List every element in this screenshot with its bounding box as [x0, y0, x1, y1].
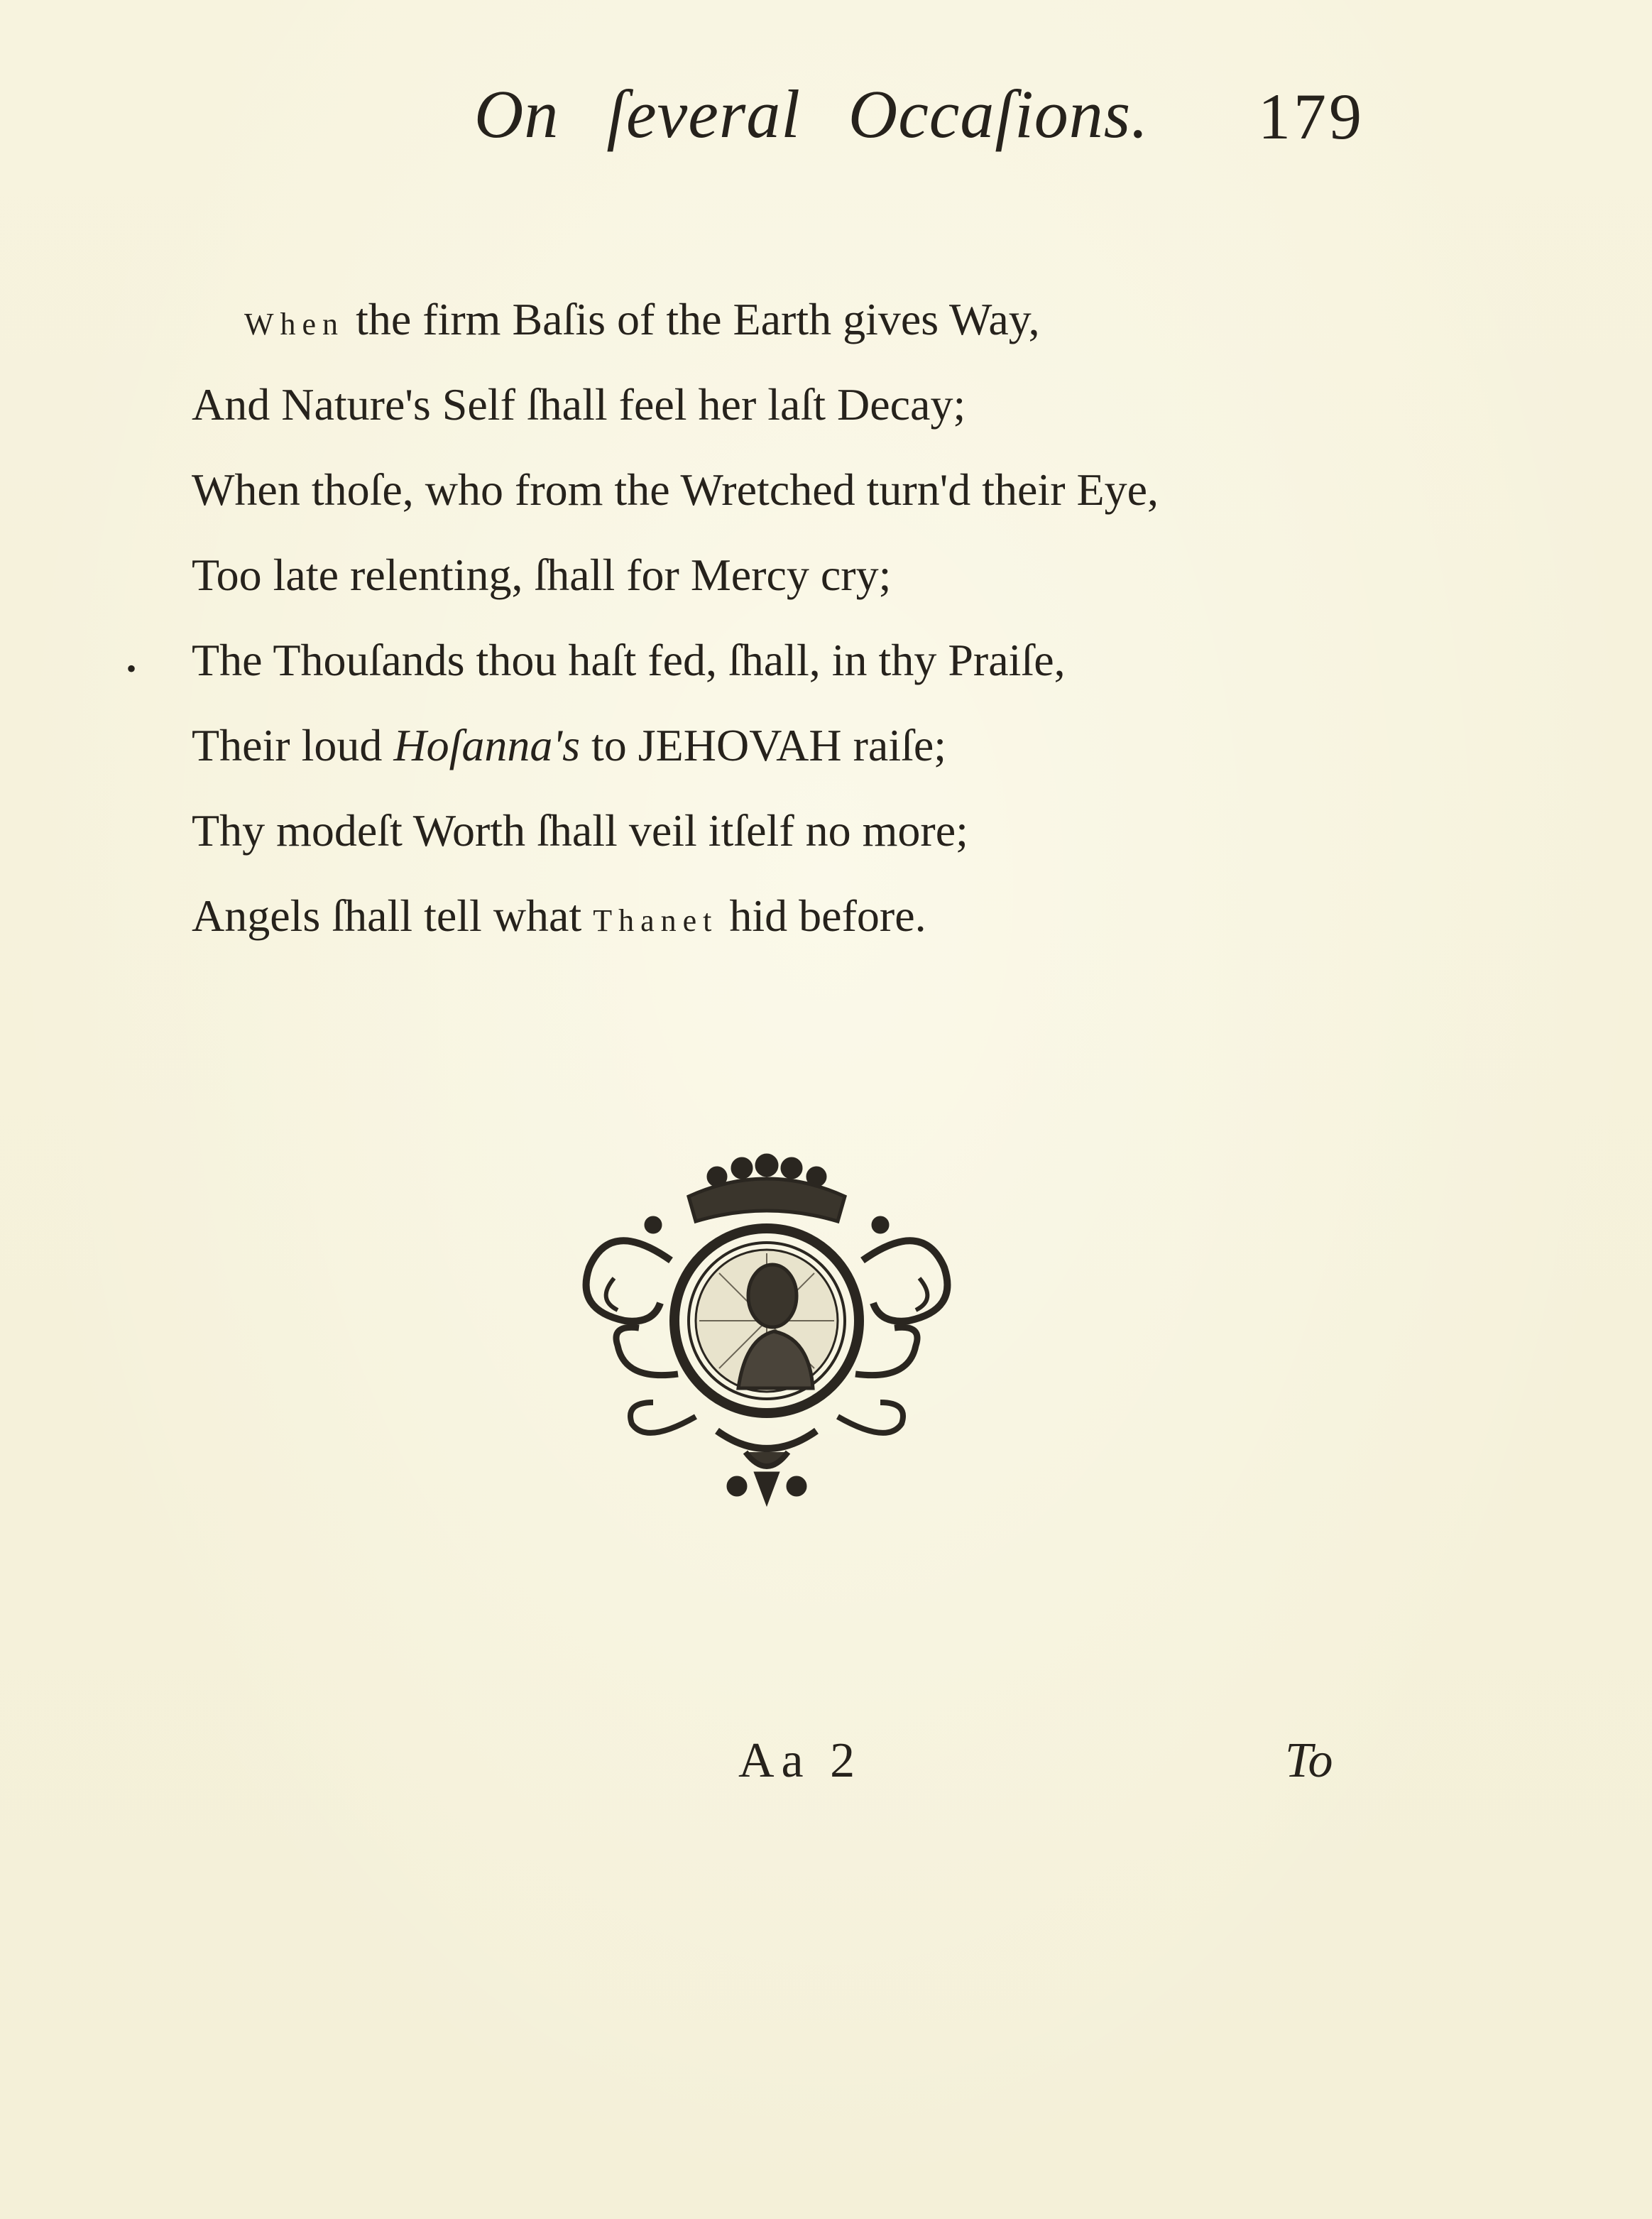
poem-line-8-pre: Angels ſhall tell what	[192, 890, 593, 941]
poem-line-4: Too late relenting, ſhall for Mercy cry;	[192, 550, 892, 600]
poem-line-8-post: hid before.	[718, 890, 926, 941]
poem-line-8	[192, 873, 1399, 959]
poem-line-7: Thy modeſt Worth ſhall veil itſelf no more;	[192, 805, 968, 856]
poem-line-6	[192, 703, 1399, 788]
running-title: On ſeveral Occaſions.	[474, 76, 1149, 152]
poem-line-1-lead: When	[244, 307, 345, 342]
poem-line-2: And Nature's Self ſhall feel her laſt Decay;	[192, 379, 966, 430]
poem-line-8-caps: Thanet	[593, 903, 718, 938]
catchword: To	[1285, 1733, 1333, 1788]
poem	[192, 277, 1399, 959]
margin-dot: •	[126, 653, 137, 685]
poem-line-1-rest: the firm Baſis of the Earth gives Way,	[344, 294, 1040, 344]
poem-line-6-pre: Their loud	[192, 720, 394, 770]
poem-line-6-post: to JEHOVAH raiſe;	[579, 720, 947, 770]
medallion-vignette-icon	[547, 1147, 987, 1516]
signature-mark: Aa 2	[738, 1733, 863, 1788]
poem-line-3: When thoſe, who from the Wretched turn'd their Eye,	[192, 464, 1159, 515]
poem-line-1	[192, 277, 1399, 362]
poem-line-5: The Thouſands thou haſt fed, ſhall, in thy Praiſe,	[192, 635, 1066, 685]
page-number: 179	[1258, 80, 1364, 153]
page-header	[0, 75, 1652, 160]
poem-line-6-italic: Hoſanna's	[393, 720, 580, 770]
